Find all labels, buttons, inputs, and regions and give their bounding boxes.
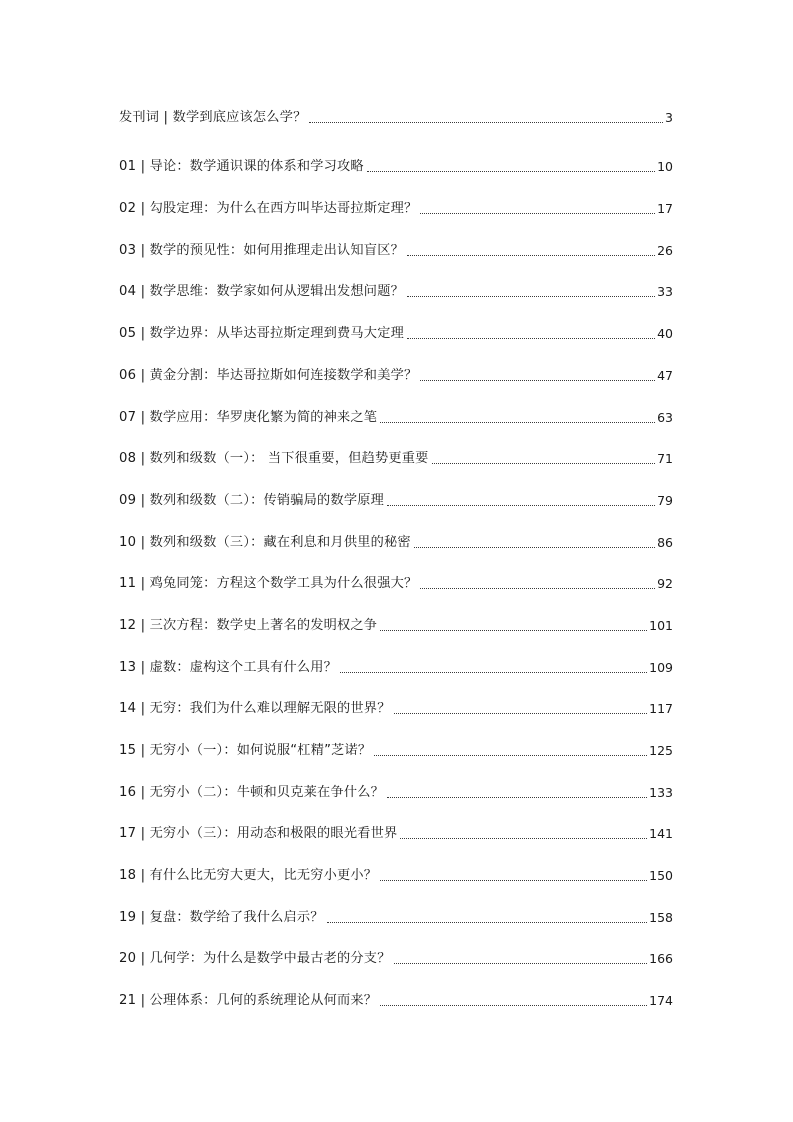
dot-leader: [374, 754, 647, 756]
table-of-contents: [119, 106, 673, 1023]
dot-leader: [394, 712, 648, 714]
toc-entry-title: 15 | 无穷小（一）：如何说服“杠精”芝诺？: [119, 743, 372, 758]
toc-entry[interactable]: [119, 148, 673, 190]
toc-entry-title: 发刊词 | 数学到底应该怎么学？: [119, 110, 307, 125]
toc-entry-title: 10 | 数列和级数（三）：藏在利息和月供里的秘密: [119, 534, 411, 550]
toc-entry[interactable]: [119, 189, 673, 231]
toc-entry[interactable]: [119, 773, 673, 815]
toc-entry[interactable]: [119, 815, 673, 857]
toc-entry-page: 141: [649, 826, 673, 842]
dot-leader: [432, 462, 656, 464]
dot-leader: [327, 921, 647, 923]
toc-entry-page: 133: [649, 784, 673, 800]
toc-entry-title: 03 | 数学的预见性：如何用推理走出认知盲区？: [119, 242, 404, 258]
toc-entry[interactable]: [119, 398, 673, 440]
toc-entry-page: 150: [649, 868, 673, 884]
toc-entry-page: 166: [649, 951, 673, 967]
toc-entry[interactable]: [119, 273, 673, 315]
toc-entry-page: 109: [649, 659, 673, 675]
toc-entry-title: 04 | 数学思维：数学家如何从逻辑出发想问题？: [119, 284, 404, 300]
toc-entry-title: 18 | 有什么比无穷大更大，比无穷小更小？: [119, 868, 378, 884]
toc-entry-title: 21 | 公理体系：几何的系统理论从何而来？: [119, 993, 378, 1009]
toc-entry-title: 11 | 鸡兔同笼：方程这个数学工具为什么很强大？: [119, 576, 418, 592]
dot-leader: [380, 629, 647, 631]
dot-leader: [380, 879, 647, 881]
toc-entry-title: 12 | 三次方程：数学史上著名的发明权之争: [119, 617, 378, 633]
dot-leader: [407, 254, 655, 256]
dot-leader: [400, 837, 647, 839]
toc-entry-page: 125: [649, 743, 673, 758]
toc-entry[interactable]: [119, 690, 673, 732]
toc-entry-title: 02 | 勾股定理：为什么在西方叫毕达哥拉斯定理？: [119, 201, 418, 217]
toc-entry-title: 01 | 导论：数学通识课的体系和学习攻略: [119, 159, 364, 175]
toc-entry[interactable]: [119, 440, 673, 482]
toc-entry[interactable]: [119, 314, 673, 356]
dot-leader: [387, 504, 655, 506]
toc-entry[interactable]: [119, 356, 673, 398]
toc-entry-page: 174: [649, 993, 673, 1009]
toc-entry-title: 06 | 黄金分割：毕达哥拉斯如何连接数学和美学？: [119, 367, 418, 383]
toc-entry[interactable]: [119, 481, 673, 523]
toc-entry[interactable]: [119, 106, 673, 126]
toc-entry-page: 117: [649, 701, 673, 717]
dot-leader: [380, 1004, 647, 1006]
toc-entry[interactable]: [119, 606, 673, 648]
toc-entry-title: 07 | 数学应用：华罗庚化繁为简的神来之笔: [119, 409, 378, 425]
toc-entry-title: 16 | 无穷小（二）：牛顿和贝克莱在争什么？: [119, 784, 384, 800]
toc-entry-page: 40: [657, 326, 673, 342]
dot-leader: [387, 796, 647, 798]
toc-entry[interactable]: [119, 523, 673, 565]
toc-entry-title: 09 | 数列和级数（二）：传销骗局的数学原理: [119, 492, 384, 508]
dot-leader: [367, 170, 655, 172]
toc-entry-page: 92: [657, 576, 673, 592]
toc-entry-title: 17 | 无穷小（三）：用动态和极限的眼光看世界: [119, 826, 398, 842]
toc-entry[interactable]: [119, 731, 673, 773]
dot-leader: [420, 587, 655, 589]
toc-entry[interactable]: [119, 231, 673, 273]
dot-leader: [309, 121, 663, 123]
toc-entry-title: 05 | 数学边界：从毕达哥拉斯定理到费马大定理: [119, 326, 404, 342]
toc-entry-page: 26: [657, 242, 673, 258]
dot-leader: [407, 337, 655, 339]
toc-entry[interactable]: [119, 981, 673, 1023]
dot-leader: [414, 546, 655, 548]
toc-entry-page: 101: [649, 617, 673, 633]
toc-entry-page: 3: [665, 110, 673, 125]
toc-entry-page: 79: [657, 492, 673, 508]
toc-entry-page: 158: [649, 909, 673, 925]
dot-leader: [420, 212, 655, 214]
toc-entry-page: 33: [657, 284, 673, 300]
dot-leader: [340, 671, 647, 673]
toc-entry-title: 14 | 无穷：我们为什么难以理解无限的世界？: [119, 701, 391, 717]
toc-entry-page: 71: [657, 451, 673, 467]
toc-entry[interactable]: [119, 856, 673, 898]
toc-entry[interactable]: [119, 898, 673, 940]
toc-entry-title: 19 | 复盘：数学给了我什么启示？: [119, 909, 324, 925]
dot-leader: [420, 379, 655, 381]
toc-entry-page: 10: [657, 159, 673, 175]
toc-entry[interactable]: [119, 648, 673, 690]
toc-entry-title: 08 | 数列和级数（一）： 当下很重要，但趋势更重要: [119, 451, 429, 467]
dot-leader: [394, 962, 648, 964]
toc-entry-page: 17: [657, 201, 673, 217]
toc-entry-page: 63: [657, 409, 673, 425]
toc-entry-page: 47: [657, 367, 673, 383]
dot-leader: [380, 421, 655, 423]
toc-entry-title: 13 | 虚数：虚构这个工具有什么用？: [119, 659, 338, 675]
toc-entry-title: 20 | 几何学：为什么是数学中最古老的分支？: [119, 951, 391, 967]
toc-entry-page: 86: [657, 534, 673, 550]
toc-entry[interactable]: [119, 940, 673, 982]
dot-leader: [407, 295, 655, 297]
toc-entry[interactable]: [119, 565, 673, 607]
